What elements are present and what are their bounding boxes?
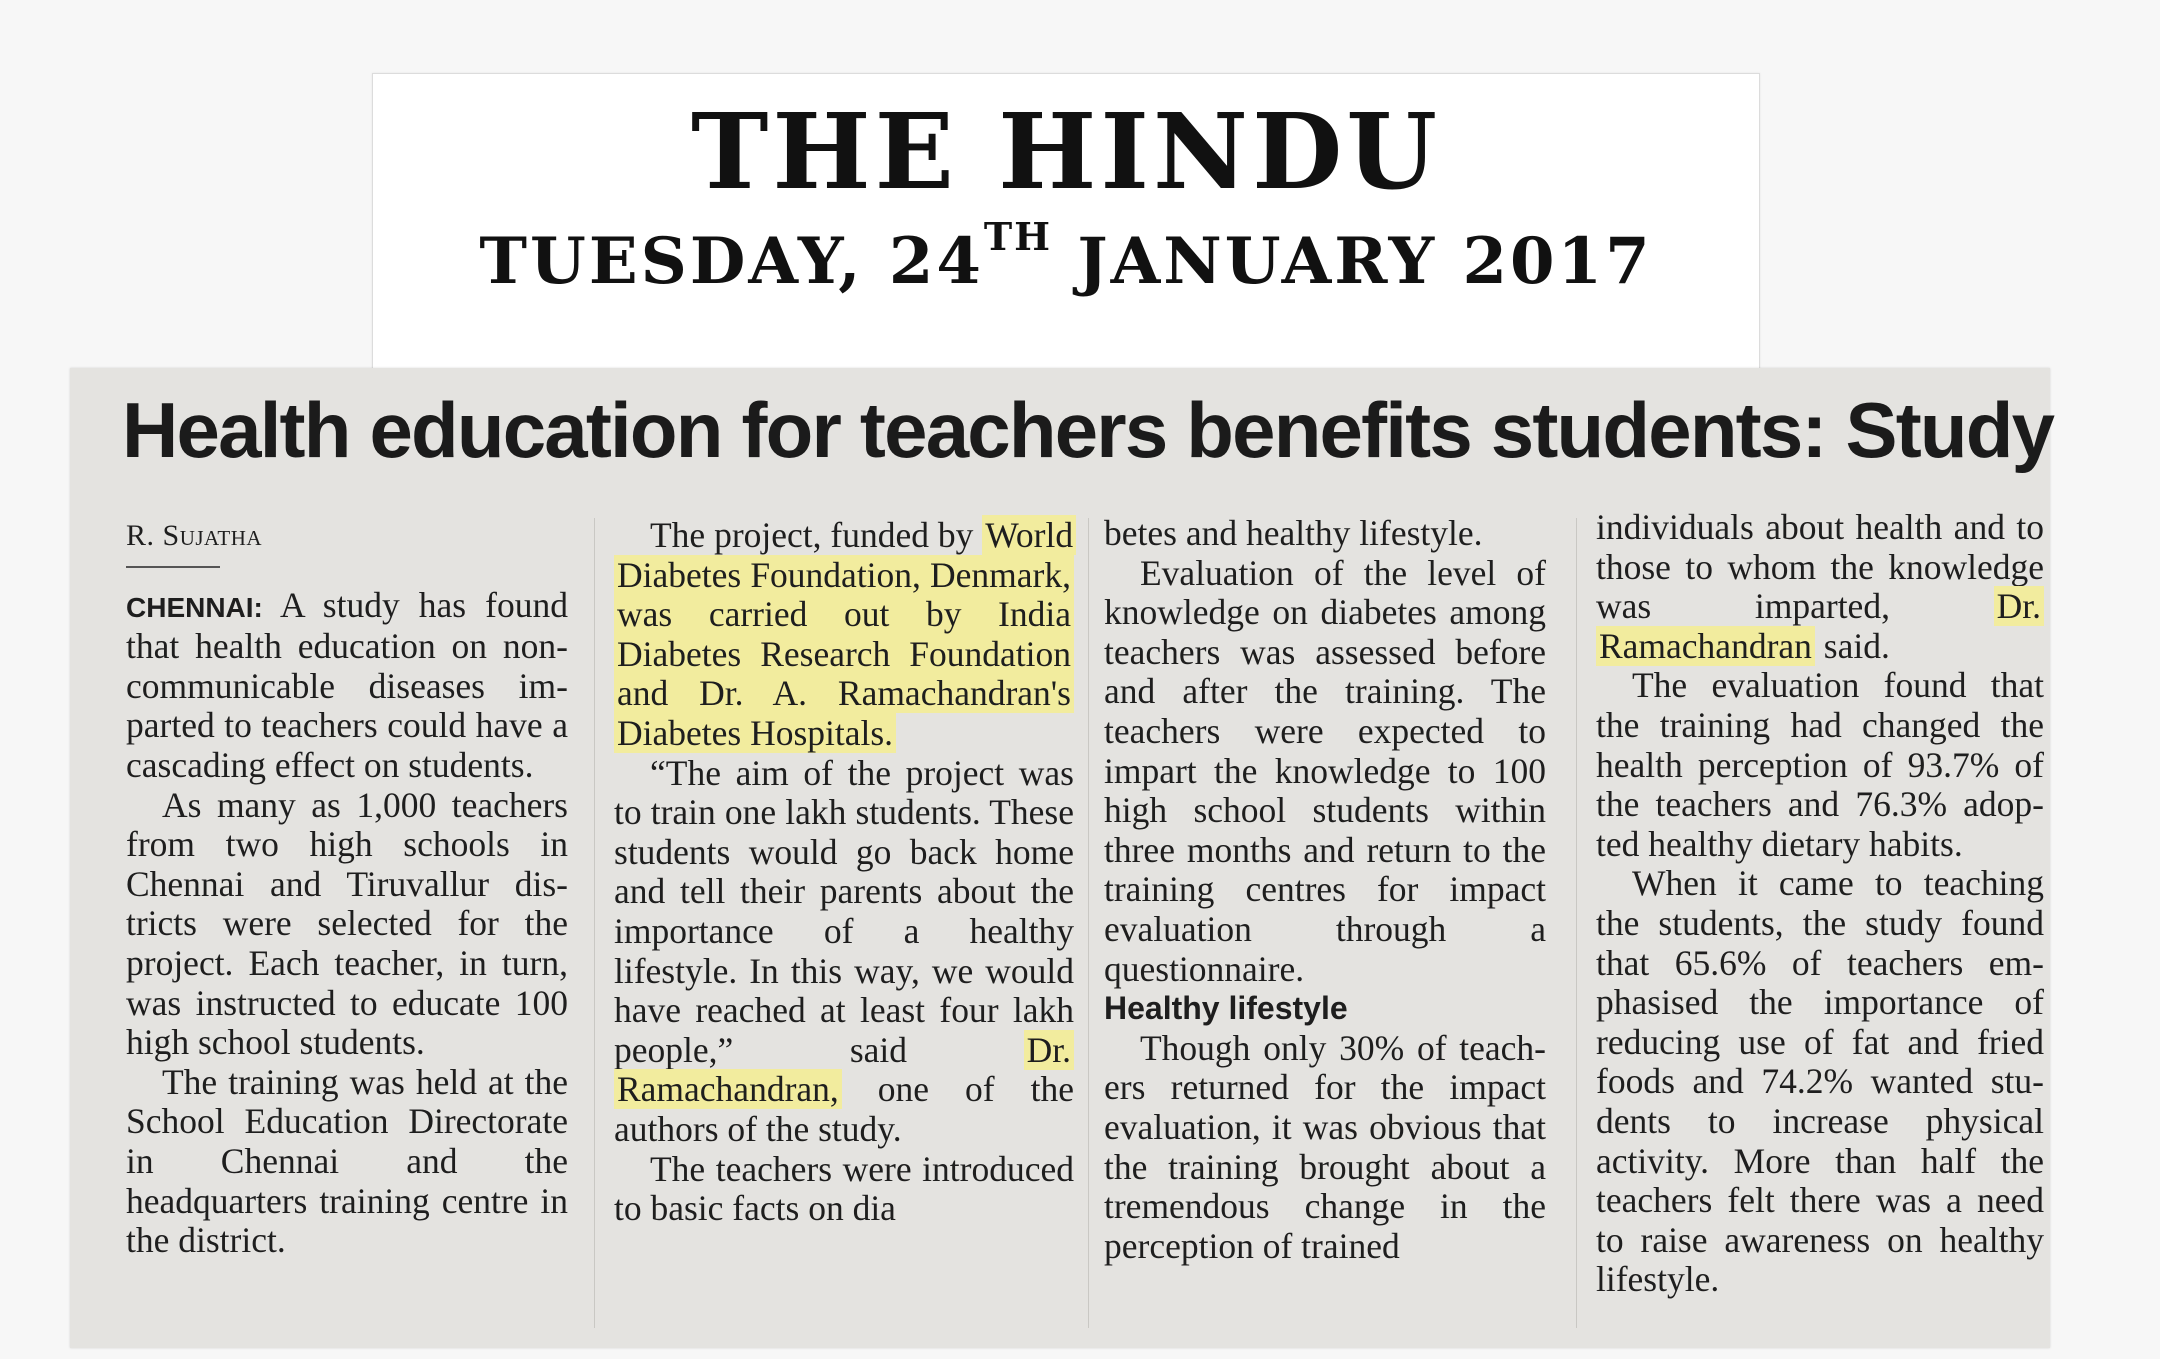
dateline: CHENNAI:: [126, 591, 263, 623]
publication-date: [373, 214, 1759, 299]
paragraph: Evaluation of the level of knowledge on diabetes among teachers was assessed before and after the training. The teachers were expected to impart the knowledge to 100 high school students within three months and return to the training centres for impact evaluation through a questionnaire.: [1104, 552, 1546, 989]
paragraph: [126, 586, 568, 786]
paragraph: Though only 30% of teachers returned for the impact evaluation, it was obvious that the training brought about a tremendous change in the perception of trained: [1104, 1027, 1546, 1266]
date-suffix: JANUARY 2017: [1077, 224, 1653, 299]
paragraph: The teachers were introduced to basic facts on dia: [614, 1148, 1074, 1229]
newspaper-name: THE HINDU: [691, 90, 1441, 213]
date-ordinal: TH: [983, 214, 1053, 259]
article-column-1: [126, 516, 568, 1261]
paragraph-text: A study has found that health education on non-communicable diseases imparted to teachers could have a cascading effect on students.: [126, 584, 568, 785]
article-column-2: [614, 516, 1074, 1229]
highlighted-text: World Diabetes Foundation, Denmark, was carried out by India Diabetes Research Foundation and Dr. A. Ramachandran's Diabetes Hospitals.: [614, 515, 1076, 753]
news-clipping: [70, 368, 2054, 1348]
paragraph: The training was held at the School Education Directorate in Chennai and the headquarters training centre in the district.: [126, 1061, 568, 1261]
paragraph: betes and healthy lifestyle.: [1104, 513, 1483, 553]
masthead: [372, 73, 1760, 386]
article-column-4: [1596, 508, 2044, 1300]
paragraph-text: The project, funded by: [650, 515, 974, 555]
highlighted-text: Dr. Ramachandran,: [614, 1030, 1074, 1110]
paragraph-text: individuals about health and to those to whom the knowledge was imparted,: [1596, 507, 2044, 627]
byline: R. Sujatha: [126, 516, 220, 568]
paragraph: [1596, 508, 2044, 666]
highlighted-text: Dr. Ramachandran: [1596, 586, 2044, 666]
paragraph-text: “The aim of the project was to train one lakh students. These students would go back home and tell their parents about the importance of a healthy lifestyle. In this way, we would have reached at least four lakh people,” said: [614, 752, 1074, 1070]
paragraph-text: said.: [1823, 625, 1890, 666]
column-divider: [1576, 518, 1577, 1328]
article-column-3: [1104, 514, 1546, 1266]
paragraph: [614, 516, 1074, 754]
column-divider: [594, 518, 595, 1328]
article-headline: Health education for teachers benefits students: Study: [122, 386, 2054, 474]
paragraph: When it came to teaching the students, the study found that 65.6% of teachers emphasised the importance of reducing use of fat and fried foods and 74.2% wanted students to increase physical activity. More than half the teachers felt there was a need to raise awareness on healthy lifestyle.: [1596, 863, 2044, 1300]
paragraph-text: one of the authors of the study.: [614, 1069, 1075, 1149]
paragraph: The evaluation found that the training had changed the health perception of 93.7% of the teachers and 76.3% adopted healthy dietary habits.: [1596, 665, 2044, 864]
paragraph: As many as 1,000 teachers from two high schools in Chennai and Tiruvallur districts were selected for the project. Each teacher, in turn, was instructed to educate 100 high school students.: [126, 784, 568, 1063]
column-divider: [1088, 518, 1089, 1328]
subheading: Healthy lifestyle: [1104, 990, 1348, 1027]
paragraph: [614, 754, 1074, 1150]
date-prefix: TUESDAY, 24: [479, 224, 984, 299]
